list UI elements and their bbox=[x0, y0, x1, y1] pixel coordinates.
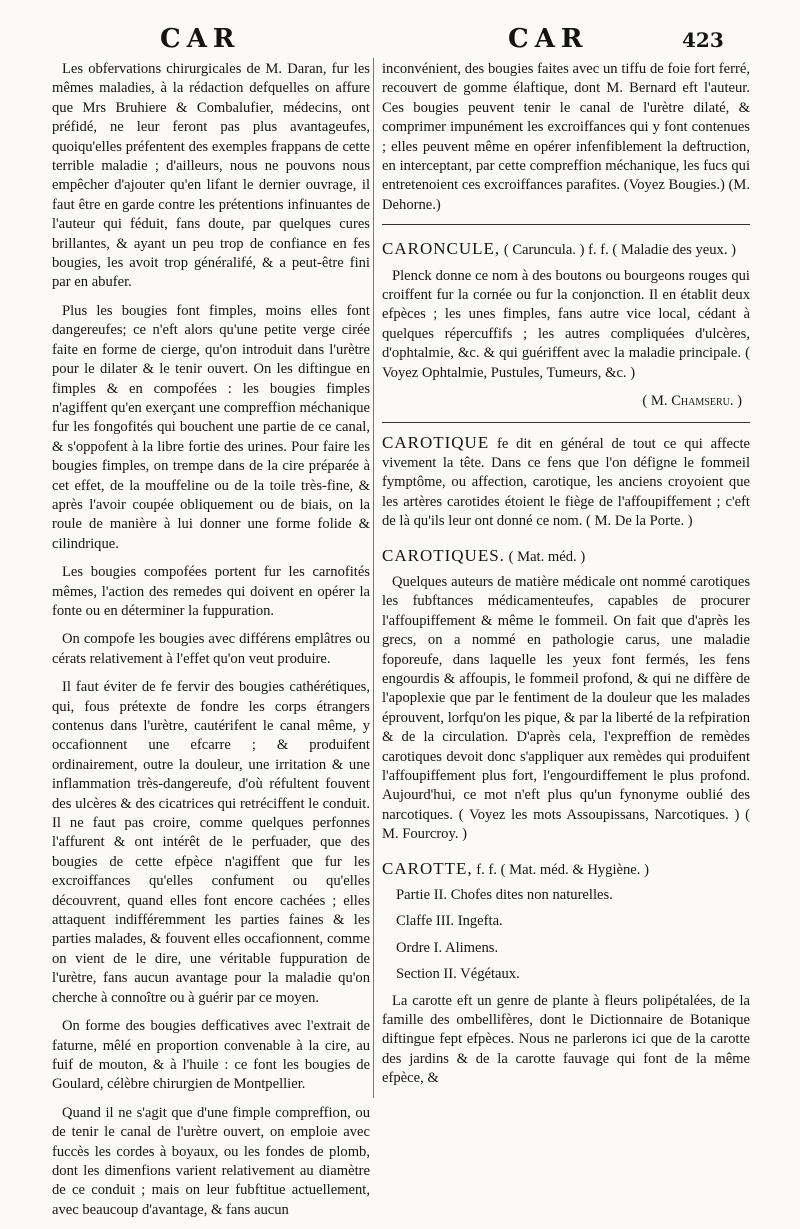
entry-body: Plenck donne ce nom à des boutons ou bourgeons rouges qui croiffent fur la cornée ou fur la conjonction. Il en établit deux efpèces ; les unes fimples, fans autre vice local, cédant à quelques répercuffifs ; les autres compliquées d'ulcères, d'ophtalmie, &c. & qui guériffent avec la maladie principale. ( Voyez Ophtalmie, Pustules, Tumeurs, &c. ) bbox=[382, 267, 750, 381]
headword: CAROTIQUES. bbox=[382, 545, 505, 565]
page-number: 423 bbox=[682, 28, 724, 52]
running-head-left: CAR bbox=[160, 24, 241, 54]
right-column bbox=[382, 60, 750, 1098]
entry-separator bbox=[382, 422, 750, 423]
entry-qualifier: ( Mat. méd. ) bbox=[508, 548, 586, 565]
entry-separator bbox=[382, 224, 750, 225]
entry-head-carotte bbox=[382, 859, 750, 880]
headword: CAROTIQUE bbox=[382, 432, 490, 452]
entry-head-caroncule bbox=[382, 239, 750, 260]
entry-head-carotiques bbox=[382, 546, 750, 567]
paragraph: Plus les bougies font fimples, moins elles font dangereufes; ce n'eft alors qu'une petite verge cirée faite en forme de cierge, qu'on introduit dans l'urètre pour le dilater & le tenir ouvert. On les diftingue en fimples & en compofées : les bougies fimples n'agiffent qu'en exerçant une compreffion méchanique fur les fongofités qui bouchent une partie de ce canal, & s'oppofent à la libre fortie des urines. Pour faire les bougies fimples, on trempe dans de la cire préparée à cet effet, de la mouffeline ou de la toile très-fine, & après l'avoir coupée obliquement ou de biais, on la roule de manière à lui donner une forme folide & cilindrique. bbox=[52, 302, 370, 552]
paragraph: Il faut éviter de fe fervir des bougies cathérétiques, qui, fous prétexte de fondre les corps étrangers contenus dans l'urètre, cautérifent le canal même, y occafionnent une efcarre ; & produifent ordinairement, outre la douleur, une irritation & une inflammation très-dangereufe, d'où réfultent fouvent des ulcères & des cicatrices qui retréciffent le conduit. Il ne faut pas croire, comme quelques perfonnes l'affurent & ont intérêt de le perfuader, que des bougies de cette efpèce n'agiffent que fur les excroiffances qu'elles confument ou qu'elles découvrent, quand elles font encore cachées ; elles attaquent indifféremment les parties faines & les parties malades, & fouvent elles occafionnent, comme on vient de le dire, une véritable fuppuration de l'urètre, fans aucun avantage pour la maladie qu'on cherche à connoître ou à guérir par ce moyen. bbox=[52, 679, 370, 1006]
classification-line: Claffe III. Ingefta. bbox=[396, 913, 503, 930]
paragraph: On compofe les bougies avec différens emplâtres ou cérats relativement à l'effet qu'on veut produire. bbox=[52, 631, 370, 667]
entry-body: Quelques auteurs de matière médicale ont nommé carotiques les fubftances médicamenteufes, capables de procurer l'affoupiffement & même le fommeil. On fait que d'après les grecs, on a nommé en pathologie carus, une maladie foporeufe, dans laquelle les yeux font fermés, les fens engourdis & affoupis, le fommeil profond, & qui ne diffère de l'apoplexie que par le fentiment de la douleur que les malades éprouvent, lorfqu'on les pique, & par la liberté de la refpiration & de la circulation. D'après cela, l'expreffion de remèdes carotiques devoit donc s'appliquer aux remèdes qui produifent l'affoupiffement plus fort, l'engourdiffement le plus profond. Aujourd'hui, ce mot n'eft plus qu'un fynonyme oublié des narcotiques. ( Voyez les mots Assoupissans, Narcotiques. ) ( M. Fourcroy. ) bbox=[382, 573, 750, 843]
entry-body: La carotte eft un genre de plante à fleurs polipétalées, de la famille des ombellifères, dont le Dictionnaire de Botanique diftingue fept efpèces. Nous ne parlerons ici que de la carotte des jardins & de la carotte fauvage qui font de la même efpèce, & bbox=[382, 992, 750, 1087]
headword: CARONCULE, bbox=[382, 239, 501, 259]
entry-qualifier: f. f. ( Mat. méd. & Hygiène. ) bbox=[476, 861, 649, 878]
paragraph: On forme des bougies defficatives avec l'extrait de faturne, mêlé en proportion convenable à la cire, au fuif de mouton, & à l'huile : ce font les bougies de Goulard, célèbre chirurgien de Montpellier. bbox=[52, 1018, 370, 1093]
entry-carotique bbox=[382, 433, 750, 532]
headword: CAROTTE, bbox=[382, 858, 473, 878]
left-column bbox=[52, 60, 370, 1229]
column-divider bbox=[373, 58, 374, 1098]
paragraph: Les bougies compofées portent fur les carnofités mêmes, l'action des remedes qui doivent en opérer la fonte ou en déterminer la fuppuration. bbox=[52, 564, 370, 619]
author-signature: ( M. Chamseru. ) bbox=[642, 393, 742, 410]
classification-line: Section II. Végétaux. bbox=[396, 966, 520, 983]
entry-body: fe dit en général de tout ce qui affecte vivement la tête. Dans ce fens que l'on défigne le fommeil fymptôme, ou affection, carotique, les anciens croyoient que les artères carotides étoient le fiège de l'affoupiffement ; c'eft de là qu'ils leur ont donné ce nom. ( M. De la Porte. ) bbox=[382, 435, 750, 530]
continuation-paragraph: inconvénient, des bougies faites avec un tiffu de foie fort ferré, recouvert de gomme élaftique, dont M. Bernard eft l'auteur. Ces bougies peuvent tenir le canal de l'urètre dilaté, & comprimer impunément les excroiffances qui y font contenues ; elles peuvent même en opérer infenfiblement la deftruction, en interceptant, par cette compreffion méchanique, les fucs qui entretenoient ces excroiffances parafites. (Voyez Bougies.) (M. Dehorne.) bbox=[382, 61, 750, 213]
entry-qualifier: ( Caruncula. ) f. f. ( Maladie des yeux. ) bbox=[503, 242, 737, 259]
paragraph: Quand il ne s'agit que d'une fimple compreffion, ou de tenir le canal de l'urètre ouvert, on emploie avec fuccès les cordes à boyaux, ou les fondes de plomb, dont les dimenfions varient relativement au diamètre de ce conduit ; mais on leur fubftitue actuellement, avec beaucoup d'avantage, & fans aucun bbox=[52, 1104, 370, 1218]
classification-line: Partie II. Chofes dites non naturelles. bbox=[396, 887, 613, 904]
classification-line: Ordre I. Alimens. bbox=[396, 939, 499, 956]
running-head-right: CAR bbox=[508, 24, 589, 54]
paragraph: Les obfervations chirurgicales de M. Daran, fur les mêmes maladies, à la rédaction defquelles on affure que Mrs Bruhiere & Combalufier, médecins, ont préfidé, ne leur feront pas plus avantageufes, quoiqu'elles préfentent des exemples frappans de cette terrible maladie ; d'ailleurs, nous ne pouvons nous empêcher d'ajouter qu'en lifant le dernier ouvrage, il faut être en garde contre les prétentions infinuantes de l'auteur qui féduit, fans doute, par quelques cures brillantes, & ayant un peu trop de confiance en fes bougies, les avoit trop généralifé, & a peut-être fini par en abufer. bbox=[52, 61, 370, 291]
